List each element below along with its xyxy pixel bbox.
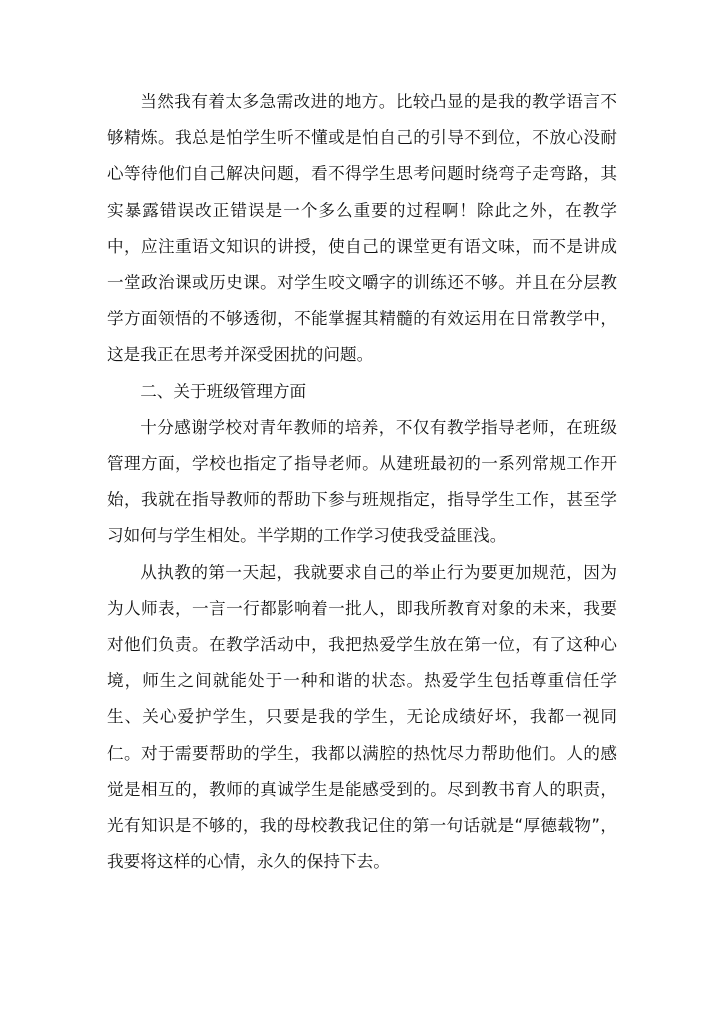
paragraph-teacher-conduct: 从执教的第一天起，我就要求自己的举止行为要更加规范，因为为人师表，一言一行都影响着一批人，即我所教育对象的未来，我要对他们负责。在教学活动中，我把热爱学生放在第一位，有了这种心境，师生之间就能处于一种和谐的状态。热爱学生包括尊重信任学生、关心爱护学生，只要是我的学生，无论成绩好坏，我都一视同仁。对于需要帮助的学生，我都以满腔的热忱尽力帮助他们。人的感觉是相互的，教师的真诚学生是能感受到的。尽到教书育人的职责，光有知识是不够的，我的母校教我记住的第一句话就是“厚德载物”，我要将这样的心情，永久的保持下去。	[107, 562, 617, 872]
paragraph-class-management: 十分感谢学校对青年教师的培养，不仅有教学指导老师，在班级管理方面，学校也指定了指导老师。从建班最初的一系列常规工作开始，我就在指导教师的帮助下参与班规指定，指导学生工作，甚至学习如何与学生相处。半学期的工作学习使我受益匪浅。	[107, 417, 617, 546]
document-page	[107, 84, 617, 880]
section-heading-class-management: 二、关于班级管理方面	[140, 381, 307, 401]
paragraph-teaching-improvement: 当然我有着太多急需改进的地方。比较凸显的是我的教学语言不够精炼。我总是怕学生听不懂或是怕自己的引导不到位，不放心没耐心等待他们自己解决问题，看不得学生思考问题时绕弯子走弯路，其实暴露错误改正错误是一个多么重要的过程啊！除此之外，在教学中，应注重语文知识的讲授，使自己的课堂更有语文味，而不是讲成一堂政治课或历史课。对学生咬文嚼字的训练还不够。并且在分层教学方面领悟的不够透彻，不能掌握其精髓的有效运用在日常教学中，这是我正在思考并深受困扰的问题。	[107, 92, 617, 365]
